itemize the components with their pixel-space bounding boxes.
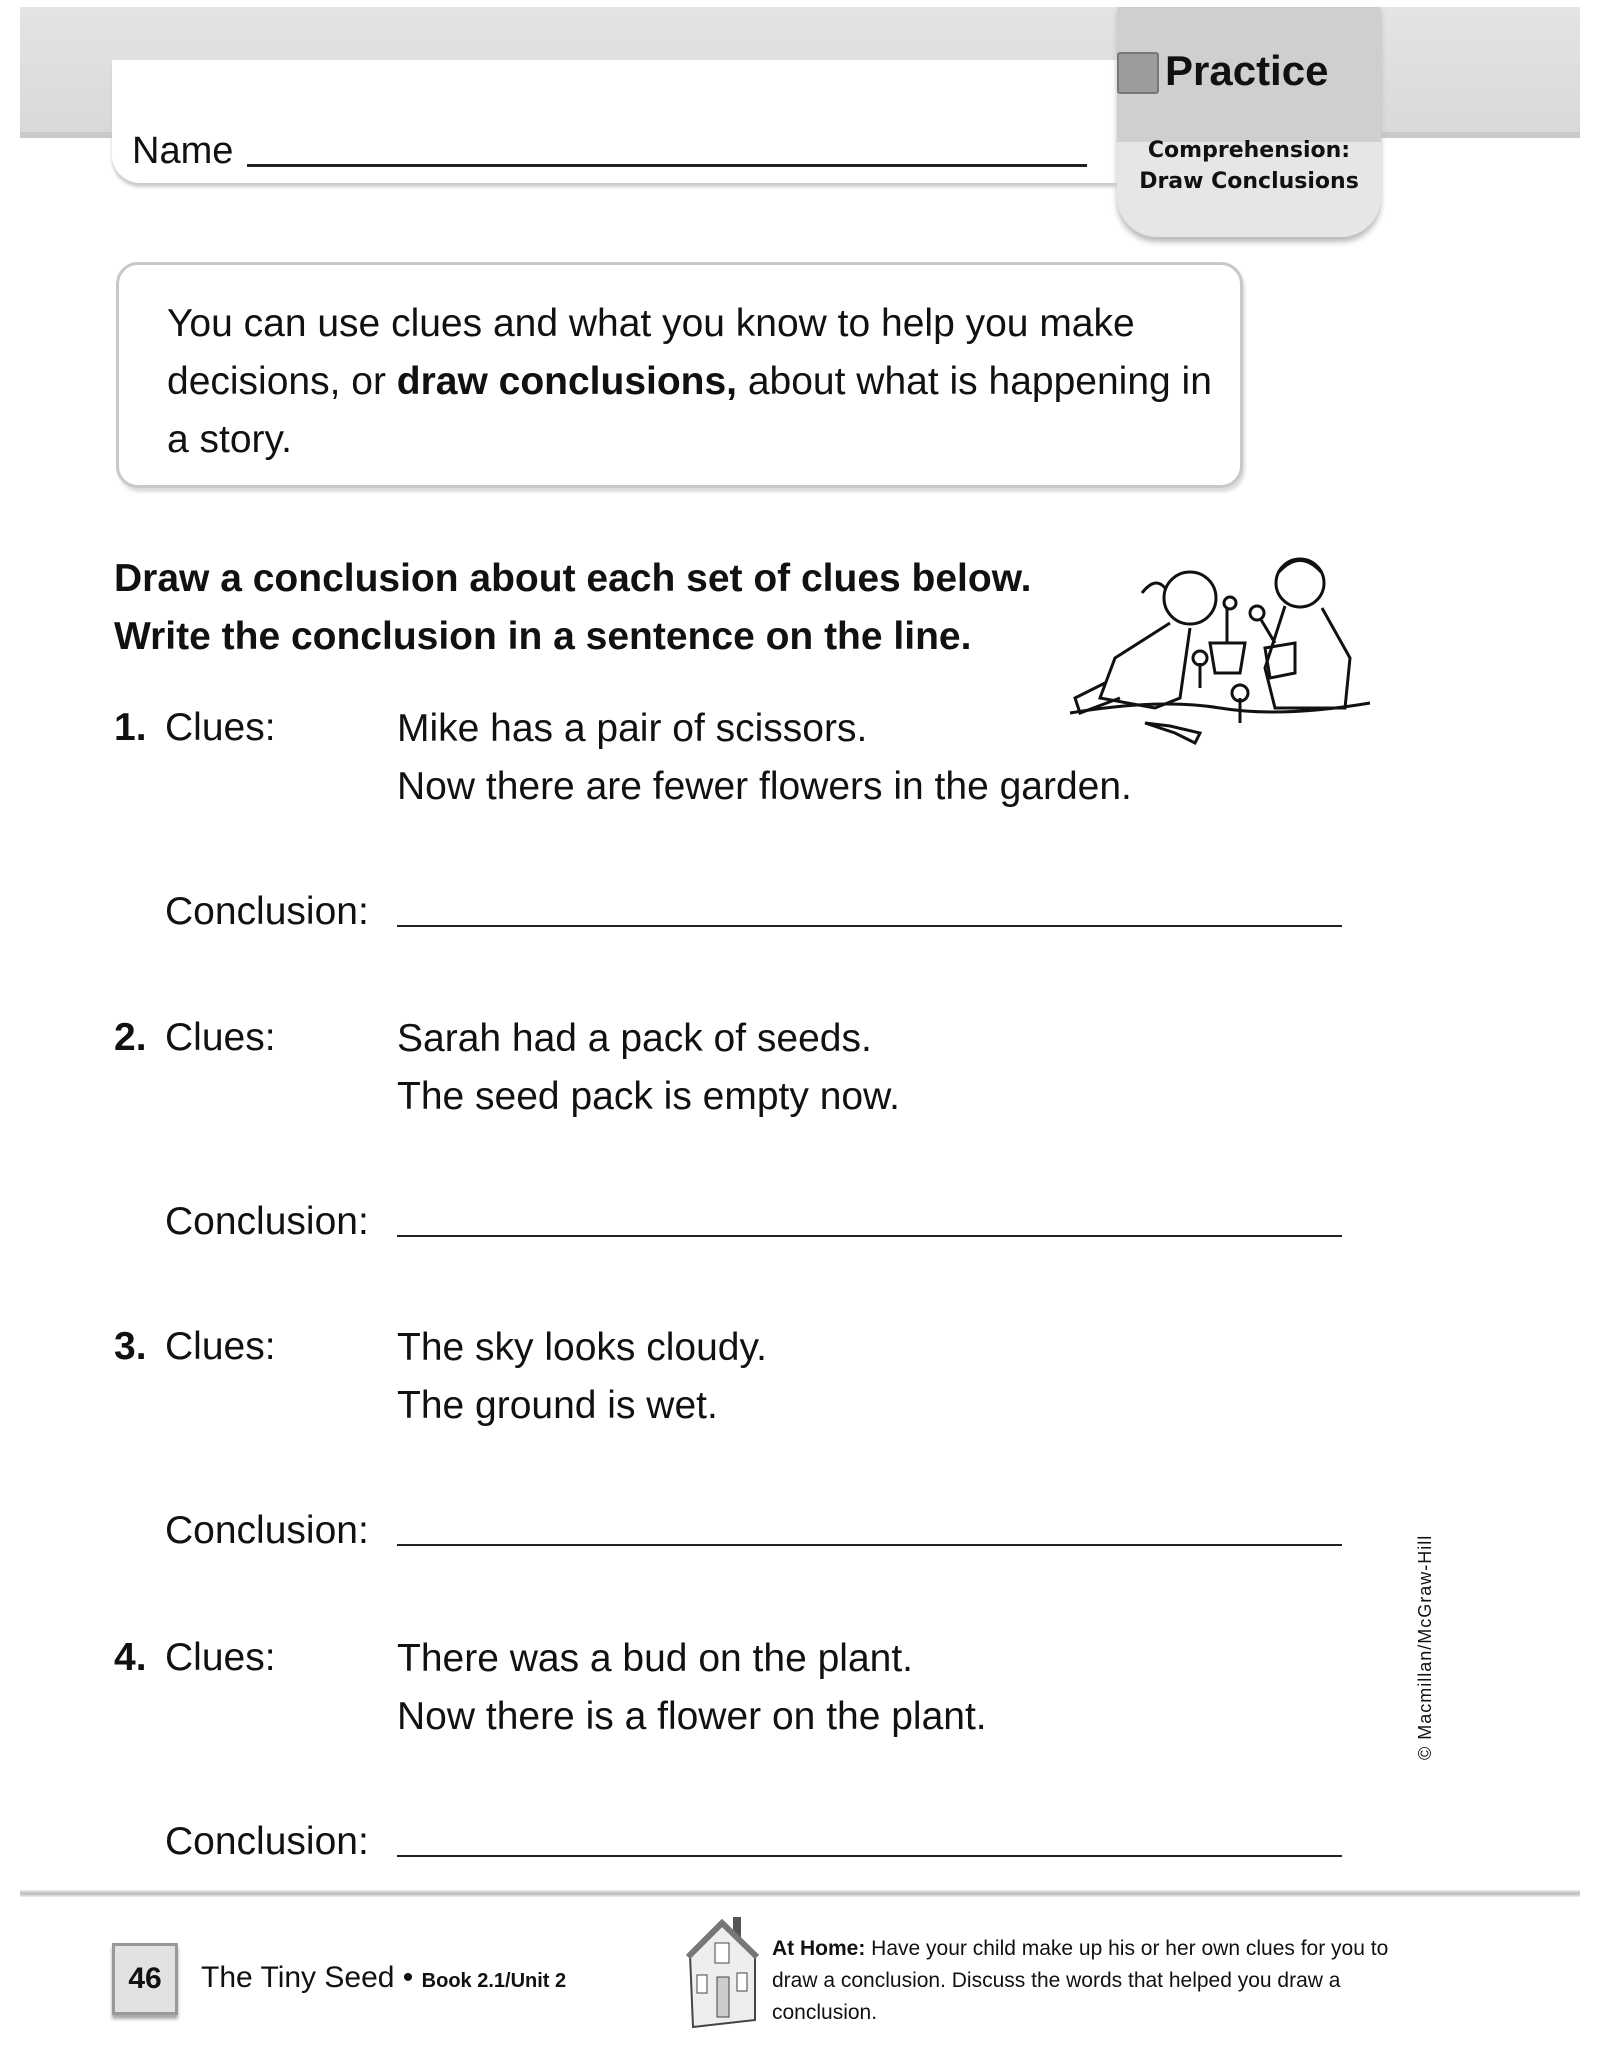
conclusion-line-3[interactable] <box>397 1544 1342 1546</box>
practice-tab <box>1117 7 1381 237</box>
page-number: 46 <box>112 1943 178 2015</box>
info-text-bold: draw conclusions, <box>396 360 738 403</box>
conclusion-label: Conclusion: <box>165 1200 369 1243</box>
conclusion-line-1[interactable] <box>397 925 1342 927</box>
clue-list <box>397 1010 900 1126</box>
conclusion-label: Conclusion: <box>165 1509 369 1552</box>
clue-text: The sky looks cloudy. <box>397 1326 767 1369</box>
clue-text: The ground is wet. <box>397 1384 718 1427</box>
item-number: 3. <box>114 1325 147 1368</box>
instructions-line-2: Write the conclusion in a sentence on the line. <box>114 615 972 658</box>
conclusion-line-4[interactable] <box>397 1855 1342 1857</box>
name-input-line[interactable] <box>247 164 1087 167</box>
square-icon <box>1117 52 1159 94</box>
item-number: 2. <box>114 1016 147 1059</box>
clue-list <box>397 1630 987 1746</box>
instructions <box>114 550 1031 666</box>
clue-list <box>397 1319 767 1435</box>
clue-text: Now there is a flower on the plant. <box>397 1695 987 1738</box>
house-icon <box>685 1915 760 2030</box>
clue-text: Mike has a pair of scissors. <box>397 707 868 750</box>
clue-text: There was a bud on the plant. <box>397 1637 914 1680</box>
skill-label-line-1: Comprehension: <box>1147 138 1351 163</box>
item-number: 1. <box>114 706 147 749</box>
story-title: The Tiny Seed <box>201 1961 395 1994</box>
name-box <box>112 60 1117 183</box>
bullet-separator: • <box>402 1961 414 1994</box>
conclusion-label: Conclusion: <box>165 1820 369 1863</box>
clues-label: Clues: <box>165 1636 276 1679</box>
info-text <box>167 295 1217 469</box>
info-text-start: You can use clues and what you know to help you make decisions, or <box>167 302 1135 403</box>
conclusion-label: Conclusion: <box>165 890 369 933</box>
book-title <box>201 1961 566 1995</box>
name-label: Name <box>132 130 234 172</box>
clues-label: Clues: <box>165 1325 276 1368</box>
clues-label: Clues: <box>165 706 276 749</box>
clue-text: The seed pack is empty now. <box>397 1075 900 1118</box>
item-number: 4. <box>114 1636 147 1679</box>
info-text-end: about what is happening in a story. <box>167 360 1212 461</box>
at-home-note <box>772 1933 1412 2029</box>
info-box <box>116 262 1243 488</box>
clue-text: Sarah had a pack of seeds. <box>397 1017 872 1060</box>
practice-title: Practice <box>1165 47 1329 94</box>
clue-list <box>397 700 1132 816</box>
footer-divider <box>20 1890 1580 1897</box>
clues-label: Clues: <box>165 1016 276 1059</box>
instructions-line-1: Draw a conclusion about each set of clues below. <box>114 557 1032 600</box>
skill-label <box>1117 135 1381 197</box>
skill-label-line-2: Draw Conclusions <box>1139 169 1359 194</box>
conclusion-line-2[interactable] <box>397 1235 1342 1237</box>
at-home-text: Have your child make up his or her own clues for you to draw a conclusion. Discuss the words that helped you draw a conclusion. <box>772 1937 1389 2024</box>
copyright: © Macmillan/McGraw-Hill <box>1415 1534 1435 1760</box>
clue-text: Now there are fewer flowers in the garden. <box>397 765 1132 808</box>
book-info: Book 2.1/Unit 2 <box>421 1970 567 1992</box>
at-home-label: At Home: <box>772 1937 866 1960</box>
